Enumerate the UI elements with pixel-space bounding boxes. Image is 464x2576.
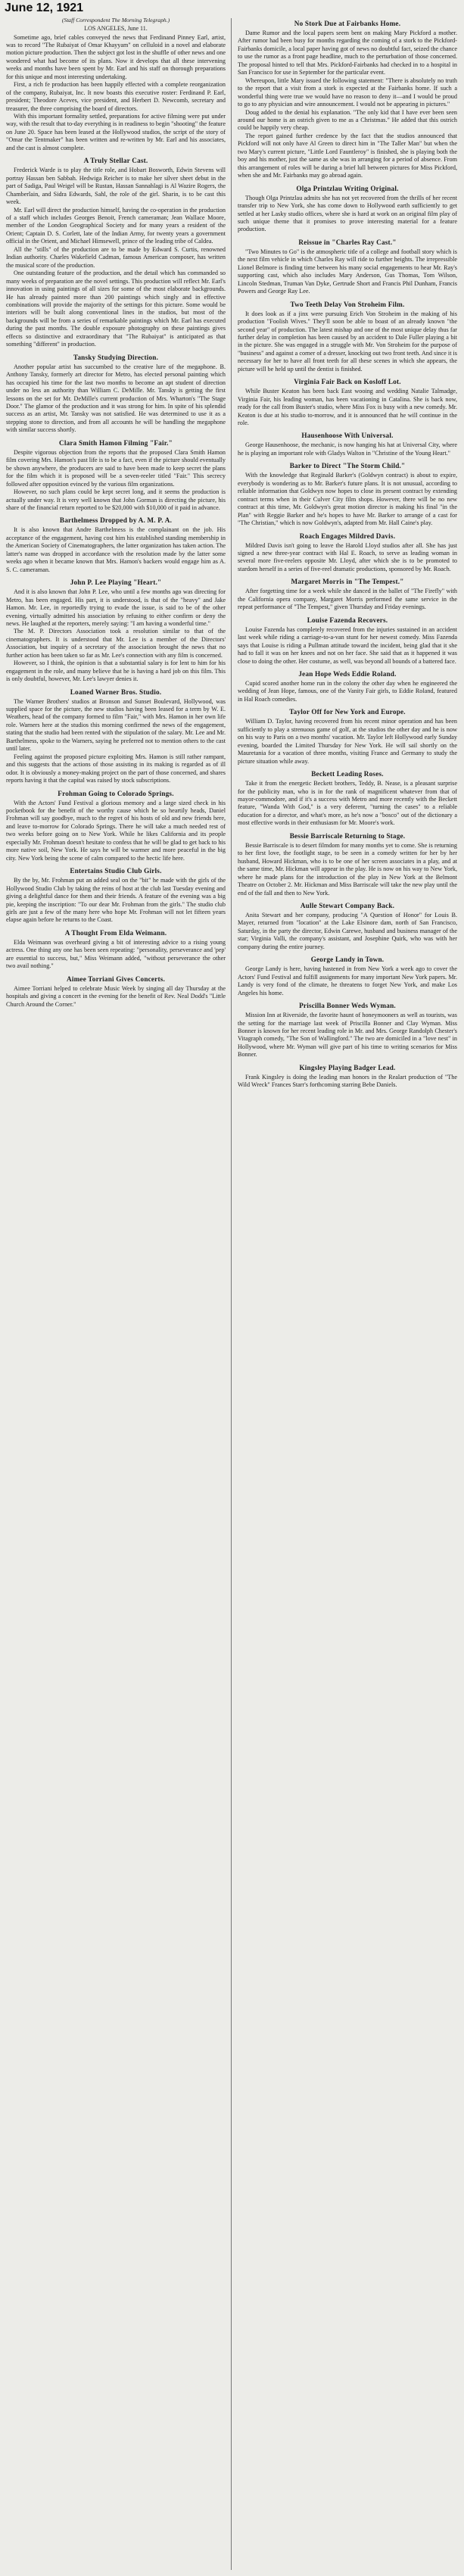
article-paragraph: Mission Inn at Riverside, the favorite haunt of honeymooners as well as tourists, was the setting for the marriage last week of Priscilla Bonner and Clay Wyman. Miss Bonner is known for her recent leading role in Mr. and Mrs. George Randolph Chester's Vitagraph comedy, "The Son of Wallingford." The two are domiciled in a "love nest" in Hollywood, where Mr. Wyman will give part of his time to writing scenarios for Miss Bonner. <box>238 1012 457 1059</box>
article-heading: Beckett Leading Roses. <box>311 770 384 778</box>
article <box>6 579 226 683</box>
article <box>6 354 226 435</box>
article <box>238 185 457 234</box>
article-paragraph: Anita Stewart and her company, producing "A Question of Honor" for Louis B. Mayer, returned from "location" at the Lake Elsinore dam, north of San Francisco, Saturday, in the party the director, Edwin Carewe, husband and business manager of the star; Virginia Valli, the company's assistant, and Josephine Quirk, who was with her company during the entire journey. <box>238 911 457 950</box>
article-paragraph: Louise Fazenda has completely recovered from the injuries sustained in an accident last week while riding a carriage-to-a-van stunt for her newest comedy. Miss Fazenda says that Louise is riding a Pullman attitude toward the incident, being glad that it she had to fall it was on her knees and not on her face. She said that as it happened it was close to doing the other. Her costume, as well, was beyond all bounds of a battered face. <box>238 625 457 665</box>
article-paragraph: With the Actors' Fund Festival a glorious memory and a large sized check in his pocketbook for the benefit of the worthy cause which he so heartily heads, Daniel Frohman will say goodbye, much to the regret of his hosts of old and new friends here, and leave to-morrow for Colorado Springs. There he will take a much needed rest of two weeks before going on to New York. While he likes California and its people especially Mr. Frohman doesn't hesitate to confess that he will be glad to get back to his more native soil, New York. He says he will be warmer and more peaceful in the big city. New York being the scene of calm compared to the hectic life here. <box>6 799 226 862</box>
article-paragraph: All the "stills" of the production are to be made by Edward S. Curtis, renowned Indian authority. Charles Wakefield Cadman, famous American composer, has written the musical score of the production. <box>6 245 226 269</box>
article <box>238 378 457 427</box>
article-heading: Aimee Torriani Gives Concerts. <box>66 975 165 983</box>
article-heading: A Thought From Elda Weimann. <box>64 928 167 937</box>
article-paragraph: With the knowledge that Reginald Barker's (Goldwyn contract) is about to expire, everybody is wondering as to Mr. Barker's future plans. It is not unusual, according to reliable information that Goldwyn now hopes to close its present contract by extending contract terms when in their Culver City film shops. However, there will be no new contract at this time, Mr. Goldwyn's great motion director is making his final "in the Plan" with Reggie Barker and he's hopes to have Mr. Barker to arrange of a cast for "The Christian," which is now Goldwyn's, adapted from Mr. Hall Caine's play. <box>238 472 457 527</box>
article-heading: A Truly Stellar Cast. <box>83 157 148 165</box>
article-paragraph: William D. Taylor, having recovered from his recent minor operation and has been sufficiently to play a strenuous game of golf, at the studios the other day and he is now on his way to Paris on a two months' vacation. Mr. Taylor left Hollywood early Sunday evening, boarded the Limited Thursday for New York. He will sail shortly on the Mauretania for a vacation of three months, visiting France and Germany to study the picture situation while away. <box>238 718 457 765</box>
article <box>238 832 457 897</box>
article-heading: Barker to Direct "The Storm Child." <box>289 462 406 470</box>
article-heading: Kingsley Playing Badger Lead. <box>299 1063 396 1071</box>
article-paragraph: Though Olga Printzlau admits she has not yet recovered from the thrills of her recent transfer trip to New York, she has come down to Hollywood earth sufficiently to get settled at her Lasky studio offices, where she is hard at work on an original film play of such unique theme that it promises to prove interesting material for a feature production. <box>238 194 457 233</box>
article <box>6 17 226 152</box>
article <box>238 20 457 180</box>
article-heading: Hausenhoose With Universal. <box>301 432 394 440</box>
article-credit: (Staff Correspondent The Morning Telegraph.) <box>61 17 170 23</box>
article-heading: Priscilla Bonner Weds Wyman. <box>299 1002 396 1010</box>
article-heading: Virginia Fair Back on Kosloff Lot. <box>294 378 401 386</box>
article-heading: Reissue in "Charles Ray Cast." <box>298 238 397 246</box>
article-heading: Bessie Barriscale Returning to Stage. <box>289 831 406 840</box>
article <box>238 902 457 951</box>
article <box>6 516 226 574</box>
article <box>6 975 226 1009</box>
article-heading: Taylor Off for New York and Europe. <box>289 708 406 716</box>
article-paragraph: Feeling against the proposed picture exploiting Mrs. Hamon is still rather rampant, and this suggests that the actions of those assisting in its making is regarded as of ill odor. It is obviously a money-making project on the part of those concerned, and shares reports having it that the capital was raised by stock subscriptions. <box>6 753 226 784</box>
article-paragraph: One outstanding feature of the production, and the detail which has commanded so many weeks of preparation are the novel settings. This production will reflect Mr. Earl's innovation in using paintings of all sizes for some of the most elaborate backgrounds. He has already painted more than 200 paintings which singly and in effective combinations will provide the majority of the settings for this picture. Some would be interiors will be built along conventional lines in the studios, but most of the backgrounds will be from a series of remarkable paintings which Mr. Earl has executed during the past months. The double exposure photography on these paintings gives effects so distinctive and extraordinary that "The Rubaiyat" is anticipated as that something "different" in production. <box>6 270 226 348</box>
article-heading: Jean Hope Weds Eddie Roland. <box>298 670 397 678</box>
article-paragraph: "Two Minutes to Go" is the atmospheric title of a college and football story which is the next film vehicle in which Charles Ray will ride to further heights. The irrepressible Lionel Belmore is finding time between his many social engagements to hear Mr. Ray's supporting cast, which also includes Mary Anderson, Gus Thomas, Tom Wilson, Lincoln Stedman, Truman Van Dyke, Gertrude Short and Francis Phil Dunham, Francis Powers and George Ray Lee. <box>238 248 457 295</box>
article-heading: No Stork Due at Fairbanks Home. <box>294 20 401 27</box>
article-paragraph: George Hausenhoose, the mechanic, is now hanging his hat at Universal City, where he is playing an important role with Gladys Walton in "Christine of the Young Heart." <box>238 441 457 457</box>
article-heading: Aulle Stewart Company Back. <box>300 901 395 909</box>
article-heading: Margaret Morris in "The Tempest." <box>291 578 404 586</box>
article <box>6 439 226 513</box>
article-paragraph: Bessie Barriscale is to desert filmdom for many months yet to come. She is returning to her first love, the footlight stage, to be seen in a comedy written for her by her husband, Howard Hickman, who is to be one of her screen associates in a play, and at the same time, Mr. Hickman will appear in the play. He is now on his way to New York, where he made plans for the introduction of the play in New York at the Belmont Theatre on October 2. Mr. Hickman and Miss Barriscale will take the new play until the end of the fall and then to New York. <box>238 841 457 897</box>
article <box>238 616 457 666</box>
article-paragraph: Elda Weimann was overheard giving a bit of interesting advice to a rising young actress. One thing any one has been seen repeating: "personality, perseverance and 'pep' are essential to success, but," Miss Weimann added, "without perseverance the other two avail nothing." <box>6 938 226 970</box>
article-paragraph: Cupid scored another home run in the colony the other day when he engineered the wedding of Jean Hope, famous, one of the Vanity Fair girls, to Eddie Roland, featured in Hal Roach comedies. <box>238 680 457 703</box>
article <box>6 867 226 925</box>
article-paragraph: Whereupon, little Mary issued the following statement: "There is absolutely no truth to the report that a visit from a stork is expected at the Fairbanks home. If such a wonderful thing were true we would have no reason to deny it—and I would be proud to go to any physician and wire announcement. I would not be appearing in pictures." <box>238 76 457 108</box>
article-paragraph: However, no such plans could be kept secret long, and it seems the production is actually under way. It is very well known that John Gorman is directing the picture, his share of the financial return reported to be $20,000 with $10,000 of it paid in advance. <box>6 488 226 511</box>
article-heading: Frohman Going to Colorado Springs. <box>58 789 174 797</box>
article-dateline: LOS ANGELES, June 11. <box>84 24 148 32</box>
article-paragraph: Doug added to the denial his explanation. "The only kid that I have ever been seen around our home is an ostrich given to me as a Christmas." He added that this ostrich could be happily very cheap. <box>238 108 457 132</box>
article-paragraph: First, a rich fe production has been happily effected with a complete reorganization of the company, Rubaiyat, Inc. It now boasts this executive roster: Ferdinand P. Earl, president; Theodore Aceves, vice president, and Herbert D. Newcomb, secretary and treasurer, the three comprising the board of directors. <box>6 81 226 112</box>
article-paragraph: The report gained further credence by the fact that the studios announced that Pickford will not only have Al Green to direct him in "The Taller Man" but when the two Mary's current picture, "Little Lord Fauntleroy" is finished, she is playing both the boy and his mother, just the same as she was in arranging for a period of absence. From this arrangement of roles will be during a brief lull between pictures for Miss Pickford, when she and Mr. Fairbanks may go abroad again. <box>238 132 457 179</box>
article-paragraph: And it is also known that John P. Lee, who until a few months ago was directing for Metro, has been engaged. His part, it is understood, is that of the "heavy" and Jake Hamon. Mr. Lee, in reportedly trying to evade the issue, is said to be of the other evening, virtually admitted his association by refusing to either confirm or deny the news. He laughed at the reporters, merely saying: "I am having a wonderful time." <box>6 588 226 627</box>
article-paragraph: Dame Rumor and the local papers seem bent on making Mary Pickford a mother. After rumor had been busy for months regarding the coming of a stork to the Pickford-Fairbanks domicile, a local paper having got of news no doubtful fact, seized the chance to use the rumor as a front page headline, much to the perturbation of those concerned. The proposal hinted to tell that Mrs. Pickford-Fairbanks had checked in to a hospital in San Francisco for use in September for the particular event. <box>238 30 457 76</box>
article-paragraph: While Buster Keaton has been back East wooing and wedding Natalie Talmadge, Virginia Fair, his leading woman, has been vacationing in Catalina. She is back now, ready for the call from Buster's studio, where Miss Fox is busy with a new comedy. Mr. Keaton is due at his studio to-morrow, and it is announced that he will continue in the role. <box>238 388 457 427</box>
article-heading: Olga Printzlau Writing Original. <box>296 184 399 192</box>
article-paragraph: After forgetting time for a week while she danced in the ballet of "The Firefly" with the California opera company, Margaret Morris performed the same service in the repeat performance of "The Tempest," given Thursday and Friday evenings. <box>238 588 457 611</box>
article <box>238 670 457 703</box>
article-heading: Loaned Warner Bros. Studio. <box>70 688 162 696</box>
article <box>238 462 457 527</box>
article-heading: George Landy in Town. <box>310 956 385 964</box>
right-column <box>238 17 457 2570</box>
article-paragraph: The M. P. Directors Association took a resolution similar to that of the cinematographers. It is understood that Mr. Lee is a member of the Directors' Association, but inquiry of a secretary of the association brought the news that no further action has been taken so far as Mr. Lee's connection with any film is concerned. <box>6 628 226 659</box>
article <box>238 301 457 374</box>
article-paragraph: The Warner Brothers' studios at Bronson and Sunset Boulevard, Hollywood, was supplied space for the picture, the new studios having been leased for a term by W. E. Weathers, head of the company formed to film "Fair," with Mrs. Hamon in her own life role. Warners here at the studios this morning confirmed the news of the engagement, stating that the studio had been rented with the stipulation of the salary. Mr. Lee and Mr. Barthelmess, spoke to the Warners, saying he preferred not to mention others to the cast until later. <box>6 697 226 753</box>
article-paragraph: Mildred Davis isn't going to leave the Harold Lloyd studios after all. She has just signed a new three-year contract with Hal E. Roach, to serve as leading woman in several more five-reelers opposite Mr. Lloyd, after which she is to be promoted to stardom herself in a series of five-reel dramatic productions, sponsored by Mr. Roach. <box>238 541 457 572</box>
article-paragraph: Mr. Earl will direct the production himself, having the co-operation in the production of a staff which includes Georges Benoit, French cameraman; Jean Wallace Moore, member of the London Geographical Society and for many years a resident of the Orient; Captain D. S. Corlett, late of the Indian Army, for twenty years a government official in the Orient, and Michael Himsewell, prince of the leading tribe of Caldea. <box>6 206 226 245</box>
article-paragraph: It does look as if a jinx were pursuing Erich Von Stroheim in the making of his production "Foolish Wives." They'll soon be able to boast of an already known "the second year" of production. The latest mishap and one of the most unique delay thus far further delay in completion has been caused by an accident to Dale Fuller playing a bit in the picture. She was engaged in a struggle with Mr. Von Stroheim for the purpose of "business" and against a corner of a dresser, knocking out two front teeth. And since it is necessary for her to have all front teeth for all these scenes in which she appears, the picture will be held up until the dentist is finished. <box>238 310 457 373</box>
left-column <box>6 17 226 2570</box>
article-heading: Roach Engages Mildred Davis. <box>299 532 396 540</box>
article-paragraph: Frank Kingsley is doing the leading man honors in the Realart production of "The Wild Wreck" Frances Starr's forthcoming starring Bebe Daniels. <box>238 1073 457 1089</box>
article <box>238 708 457 766</box>
article-paragraph: Despite vigorous objection from the reports that the proposed Clara Smith Hamon film covering Mrs. Hamon's past life is to be a fact, even if the picture should eventually be shown anywhere, the producers are said to have been made to keep secret the plans for the film which it is proposed will be a seven-reeler titled "Fair." This secrecy followed after opposition evinced by the various film organizations. <box>6 448 226 488</box>
article-paragraph: George Landy is here, having hastened in from New York a week ago to cover the Actors' Fund Festival and fulfill assignments for many important New York papers. Mr. Landy is very fond of the climate, he threatens to forget New York, and make Los Angeles his home. <box>238 965 457 996</box>
article-paragraph: With this important formality settled, preparations for active filming were put under way, with the result that to-day everything is in readiness to begin "shooting" the feature on June 20. Space has been leased at the Hollywood studios, the script of the story of "Omar the Tentmaker" has been written and re-written by Mr. Earl and his associates, and the cast is almost complete. <box>6 113 226 151</box>
article <box>238 1064 457 1090</box>
article-heading: Clara Smith Hamon Filming "Fair." <box>59 438 173 447</box>
article <box>238 239 457 296</box>
article <box>6 929 226 971</box>
article-paragraph: Aimee Torriani helped to celebrate Music Week by singing all day Thursday at the hospitals and giving a concert in the evening for the benefit of Rev. Neal Dodd's "Little Church Around the Corner." <box>6 984 226 1008</box>
article-heading: John P. Lee Playing "Heart." <box>70 579 162 587</box>
article <box>6 157 226 348</box>
article-paragraph: Frederick Warde is to play the title role, and Hobart Bosworth, Edwin Stevens will portray Hassan ben Sabbah. Hedwiga Reicher is to make her silver sheet debut in the part of Sadiga, Paul Weigel will be Rustan, Hassan Sannahlagi is Al Wazire Rogers, the Chamberlain, and Sidra Edwards, Sahl, the role of the girl. Sharin, is to be cast this week. <box>6 167 226 206</box>
article-paragraph: Sometime ago, brief cables conveyed the news that Ferdinand Pinney Earl, artist, was to record "The Rubaiyat of Omar Khayyam" on celluloid in a novel and elaborate motion picture production. Then the subject got lost in the shuffle of other news and one wondered what had become of its plans. Now it develops that all these intervening weeks and months have been spent by Mr. Earl and his staff on thorough preparations for this unique and most interesting undertaking. <box>6 33 226 80</box>
article-paragraph: It is also known that Andre Barthelmess is the complainant on the job. His acceptance of the engagement, having cost him his established standing membership in the American Society of Cinematographers, the latter organization has taken action. The latter's name was dropped in accordance with the resolution made by the latter some weeks ago when it became known that Mrs. Hamon's backers would engage him as A. S. C. cameraman. <box>6 526 226 573</box>
page-date: June 12, 1921 <box>5 2 84 14</box>
article <box>238 578 457 611</box>
article <box>6 688 226 785</box>
article-heading: Tansky Studying Direction. <box>73 353 159 361</box>
column-divider <box>231 18 232 2570</box>
article-heading: Entertains Studio Club Girls. <box>70 867 162 875</box>
article <box>238 432 457 457</box>
article-heading: Barthelmess Dropped by A. M. P. A. <box>59 516 173 525</box>
article-paragraph: Take it from the energetic Beckett brothers, Teddy, B. Nease, is a pleasant surprise for the publicity man, who is in for the rank of magnificent whatever from that of mayor-commodore, and if it's a success with Metro and more recently with the Beckett feature, "Wanda With God," is a very deferent, "turning the cases" to a reliable education for a director, and what's more, as he's now a "bosco" out of the dictionary a most effective words in their enthusiasm for Mr. Moore's work. <box>238 780 457 827</box>
article <box>6 790 226 863</box>
article-paragraph: However, so I think, the opinion is that a substantial salary is for lent to him for his engagement in the role, and many believe that he is having a hard job on this film. This is only doubtful, however, Mr. Lee's lawyer denies it. <box>6 660 226 683</box>
article-heading: Two Teeth Delay Von Stroheim Film. <box>290 300 405 308</box>
article-paragraph: Another popular artist has succumbed to the creative lure of the megaphone. B. Anthony Tansky, formerly art director for Metro, has elected personal painting which has occupied his time for the last two months to become an apt student of direction under no less an authority than William C. DeMille. Mr. Tansky is getting the first lessons on the set for Mr. DeMille's current production of Mrs. Wharton's "The Stage Door." The glamor of the production and it was strong for him. In spite of his splendid success as an artist, Mr. Tansky was not satisfied. He was determined to use it as a stepping stone to direction, and from all accounts he will be handling the megaphone with similar success shortly. <box>6 363 226 434</box>
article-heading: Louise Fazenda Recovers. <box>307 616 388 624</box>
article <box>238 1002 457 1059</box>
article-paragraph: By the by, Mr. Frohman put an added seal on the "bit" he made with the girls of the Hollywood Studio Club by taking the reins of host at the club last Tuesday evening and giving a delightful dance for them and their friends. A feature of the evening was a big pie, keeping the inscription: "To our dear Mr. Frohman from the girls." The studio club girls are just a few of the many here who hope Mr. Frohman will not let fifteen years elapse again before he returns to the Coast. <box>6 877 226 924</box>
article <box>238 956 457 997</box>
article <box>238 532 457 574</box>
article <box>238 770 457 828</box>
